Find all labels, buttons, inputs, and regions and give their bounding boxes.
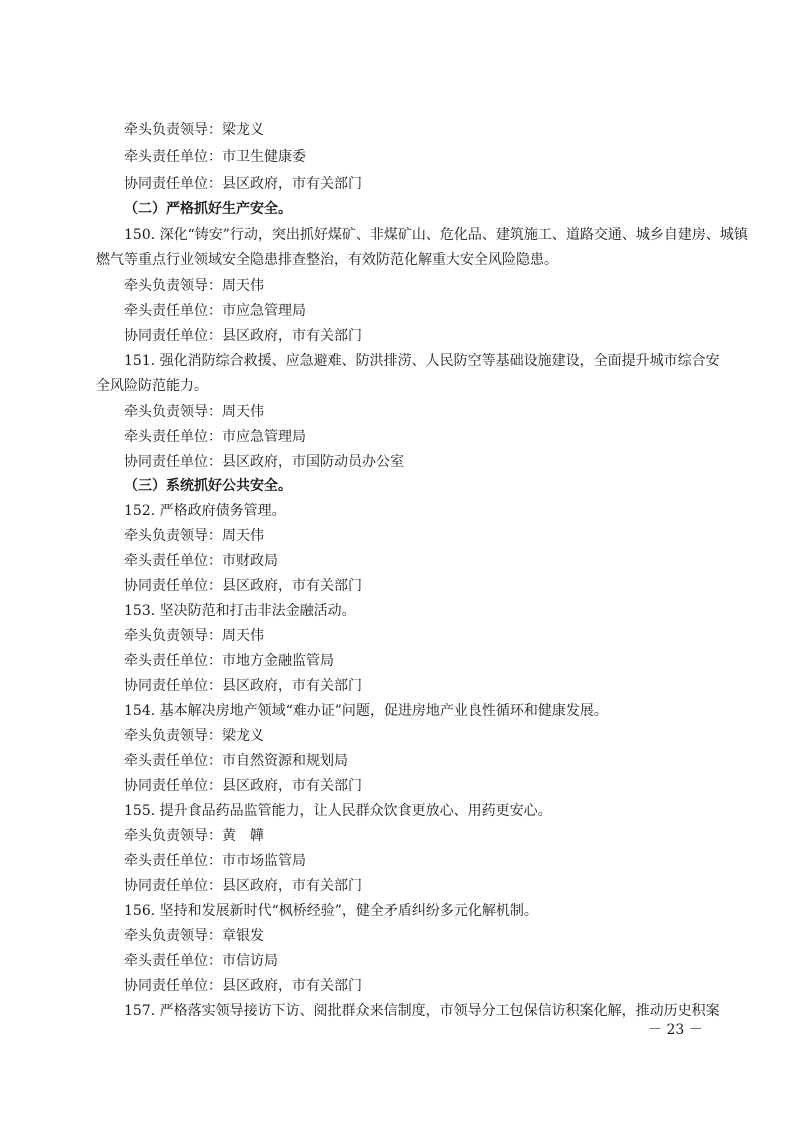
section-heading: （三）系统抓好公共安全。 <box>124 478 292 494</box>
lead-leader-line: 牵头负责领导：周天伟 <box>124 404 264 420</box>
lead-unit-line: 牵头责任单位：市地方金融监管局 <box>124 653 334 669</box>
lead-leader-line: 牵头负责领导：梁龙义 <box>124 728 264 744</box>
cooperating-unit-line: 协同责任单位：县区政府，市有关部门 <box>124 778 362 794</box>
item-151-line-2: 全风险防范能力。 <box>96 378 208 394</box>
cooperating-unit-line: 协同责任单位：县区政府，市有关部门 <box>124 978 362 994</box>
item-153-line: 153. 坚决防范和打击非法金融活动。 <box>124 603 356 619</box>
item-152-line: 152. 严格政府债务管理。 <box>124 503 286 519</box>
cooperating-unit-line: 协同责任单位：县区政府，市有关部门 <box>124 578 362 594</box>
lead-leader-line: 牵头负责领导：周天伟 <box>124 528 264 544</box>
lead-unit-line: 牵头责任单位：市卫生健康委 <box>124 149 306 165</box>
item-155-line: 155. 提升食品药品监管能力，让人民群众饮食更放心、用药更安心。 <box>124 803 552 819</box>
lead-unit-line: 牵头责任单位：市财政局 <box>124 553 278 569</box>
lead-leader-line: 牵头负责领导：周天伟 <box>124 278 264 294</box>
item-157-line-1: 157. 严格落实领导接访下访、阅批群众来信制度，市领导分工包保信访积案化解，推动历史积案 <box>124 1003 720 1019</box>
cooperating-unit-line: 协同责任单位：县区政府，市国防动员办公室 <box>124 454 404 470</box>
item-156-line: 156. 坚持和发展新时代“枫桥经验”，健全矛盾纠纷多元化解机制。 <box>124 903 538 919</box>
cooperating-unit-line: 协同责任单位：县区政府，市有关部门 <box>124 678 362 694</box>
item-150-line-1: 150. 深化“铸安”行动，突出抓好煤矿、非煤矿山、危化品、建筑施工、道路交通、城乡自建房、城镇 <box>124 227 748 243</box>
lead-leader-line: 牵头负责领导：梁龙义 <box>124 122 264 138</box>
lead-leader-line: 牵头负责领导：黄 韡 <box>124 828 264 844</box>
section-heading: （二）严格抓好生产安全。 <box>124 201 292 217</box>
cooperating-unit-line: 协同责任单位：县区政府，市有关部门 <box>124 328 362 344</box>
item-150-line-2: 燃气等重点行业领域安全隐患排查整治，有效防范化解重大安全风险隐患。 <box>96 252 558 268</box>
page-number: － 23 － <box>648 1022 703 1038</box>
lead-unit-line: 牵头责任单位：市信访局 <box>124 953 278 969</box>
lead-unit-line: 牵头责任单位：市应急管理局 <box>124 303 306 319</box>
item-151-line-1: 151. 强化消防综合救援、应急避难、防洪排涝、人民防空等基础设施建设，全面提升城市综合安 <box>124 353 720 369</box>
cooperating-unit-line: 协同责任单位：县区政府，市有关部门 <box>124 878 362 894</box>
cooperating-unit-line: 协同责任单位：县区政府，市有关部门 <box>124 176 362 192</box>
lead-unit-line: 牵头责任单位：市自然资源和规划局 <box>124 753 348 769</box>
item-154-line: 154. 基本解决房地产领域“难办证”问题，促进房地产业良性循环和健康发展。 <box>124 703 608 719</box>
lead-leader-line: 牵头负责领导：章银发 <box>124 928 264 944</box>
lead-unit-line: 牵头责任单位：市市场监管局 <box>124 853 306 869</box>
lead-leader-line: 牵头负责领导：周天伟 <box>124 628 264 644</box>
lead-unit-line: 牵头责任单位：市应急管理局 <box>124 429 306 445</box>
